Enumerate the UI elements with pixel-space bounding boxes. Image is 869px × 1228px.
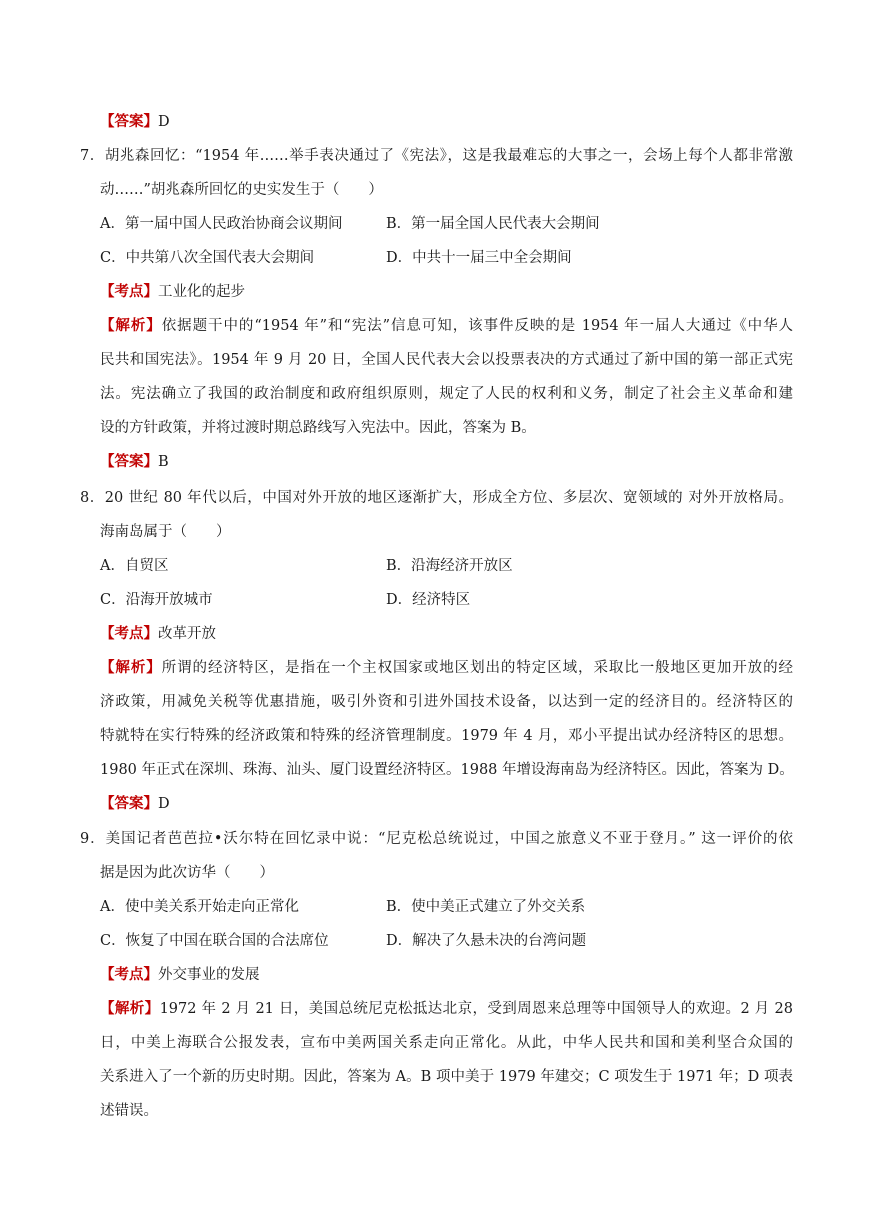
question-7-analysis-line-1 (100, 316, 793, 336)
question-7-analysis-line-3: 法。宪法确立了我国的政治制度和政府组织原则，规定了人民的权利和义务，制定了社会主义革命和建 (100, 386, 793, 402)
question-7-stem-line-2: 动……”胡兆森所回忆的史实发生于（ ） (100, 182, 383, 198)
question-8-analysis-line-3: 特就特在实行特殊的经济政策和特殊的经济管理制度。1979 年 4 月，邓小平提出试办经济特区的思想。 (100, 728, 793, 744)
question-7-stem-line-1: 7．胡兆森回忆：“1954 年……举手表决通过了《宪法》，这是我最难忘的大事之一，会场上每个人都非常激 (80, 148, 793, 164)
question-9-option-b: B．使中美正式建立了外交关系 (386, 899, 586, 915)
question-8-analysis-line-4: 1980 年正式在深圳、珠海、汕头、厦门设置经济特区。1988 年增设海南岛为经济特区。因此，答案为 D。 (100, 762, 794, 778)
question-9-analysis-line-3: 关系进入了一个新的历史时期。因此，答案为 A。B 项中美于 1979 年建交；C 项发生于 1971 年；D 项表 (100, 1069, 793, 1085)
question-8-answer-line (100, 794, 170, 814)
question-9-analysis-line-2: 日，中美上海联合公报发表，宣布中美两国关系走向正常化。从此，中华人民共和国和美利坚合众国的 (100, 1035, 793, 1051)
question-9-stem-line-2: 据是因为此次访华（ ） (100, 865, 274, 881)
question-9-analysis-line-1 (100, 999, 793, 1019)
analysis-text: 1972 年 2 月 21 日，美国总统尼克松抵达北京，受到周恩来总理等中国领导人的欢迎。2 月 28 (159, 1001, 794, 1017)
question-9-point-line (100, 965, 260, 985)
point-label: 【考点】 (100, 625, 158, 642)
analysis-label: 【解析】 (100, 659, 162, 676)
analysis-label: 【解析】 (100, 317, 162, 334)
answer-line (100, 112, 170, 132)
question-7-option-c: C．中共第八次全国代表大会期间 (100, 250, 315, 266)
point-label: 【考点】 (100, 966, 158, 983)
question-7-answer: B (158, 454, 169, 470)
question-8-stem-line-2: 海南岛属于（ ） (100, 524, 231, 540)
question-8-answer: D (158, 796, 170, 812)
point-label: 【考点】 (100, 283, 158, 300)
answer-label: 【答案】 (100, 453, 158, 470)
answer-value: D (158, 114, 170, 130)
question-7-option-b: B．第一届全国人民代表大会期间 (386, 216, 600, 232)
question-8-option-a: A．自贸区 (100, 558, 169, 574)
question-8-analysis-line-1 (100, 658, 793, 678)
question-8-stem-line-1: 8．20 世纪 80 年代以后，中国对外开放的地区逐渐扩大，形成全方位、多层次、宽领域的 对外开放格局。 (80, 490, 793, 506)
question-8-point: 改革开放 (158, 626, 216, 642)
question-7-analysis-line-4: 设的方针政策，并将过渡时期总路线写入宪法中。因此，答案为 B。 (100, 420, 536, 436)
question-9-option-a: A．使中美关系开始走向正常化 (100, 899, 299, 915)
question-7-point: 工业化的起步 (158, 284, 245, 300)
question-7-answer-line (100, 452, 169, 472)
question-8-option-b: B．沿海经济开放区 (386, 558, 513, 574)
answer-label: 【答案】 (100, 113, 158, 130)
question-9-option-c: C．恢复了中国在联合国的合法席位 (100, 933, 329, 949)
question-8-analysis-line-2: 济政策，用减免关税等优惠措施，吸引外资和引进外国技术设备，以达到一定的经济目的。经济特区的 (100, 694, 793, 710)
question-8-option-d: D．经济特区 (386, 592, 471, 608)
question-9-option-d: D．解决了久悬未决的台湾问题 (386, 933, 587, 949)
analysis-text: 所谓的经济特区，是指在一个主权国家或地区划出的特定区域，采取比一般地区更加开放的经 (161, 660, 794, 676)
question-7-option-d: D．中共十一届三中全会期间 (386, 250, 572, 266)
analysis-label: 【解析】 (100, 1000, 160, 1017)
question-9-analysis-line-4: 述错误。 (100, 1103, 158, 1119)
question-9-stem-line-1: 9．美国记者芭芭拉•沃尔特在回忆录中说：“尼克松总统说过，中国之旅意义不亚于登月。” 这一评价的依 (80, 831, 793, 847)
question-8-point-line (100, 624, 216, 644)
question-7-option-a: A．第一届中国人民政治协商会议期间 (100, 216, 343, 232)
question-7-analysis-line-2: 民共和国宪法》。1954 年 9 月 20 日，全国人民代表大会以投票表决的方式通过了新中国的第一部正式宪 (100, 352, 793, 368)
question-8-option-c: C．沿海开放城市 (100, 592, 213, 608)
question-9-point: 外交事业的发展 (158, 967, 260, 983)
question-7-point-line (100, 282, 245, 302)
analysis-text: 依据题干中的“1954 年”和“宪法”信息可知，该事件反映的是 1954 年一届人大通过《中华人 (161, 318, 794, 334)
answer-label: 【答案】 (100, 795, 158, 812)
